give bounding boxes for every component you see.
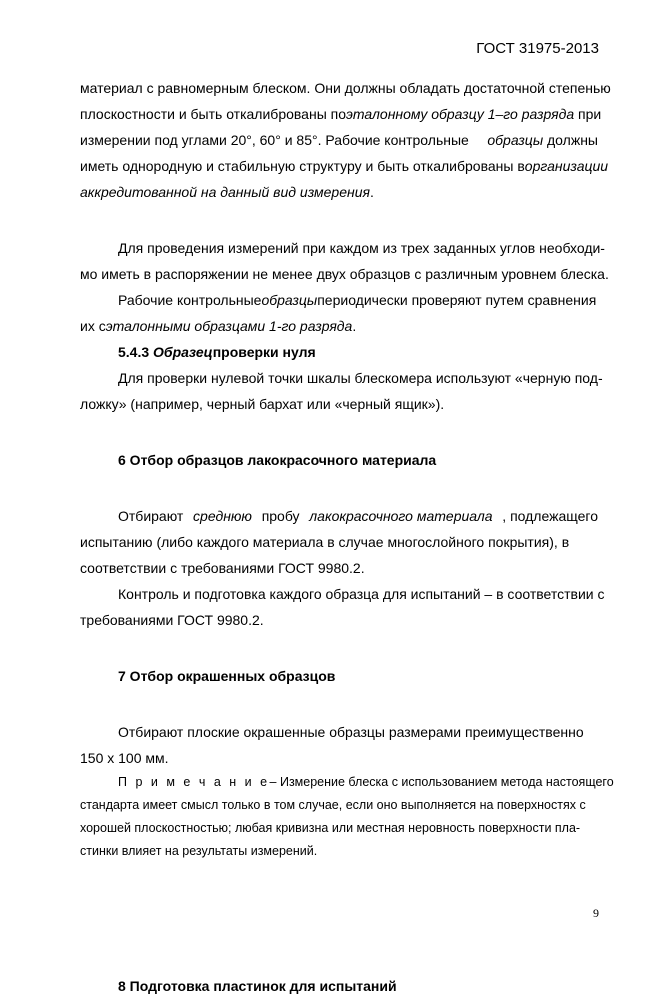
paragraph-line: Для проведения измерений при каждом из трех заданных углов необходи-	[118, 240, 605, 256]
note-label: П р и м е ч а н и е	[118, 775, 270, 789]
document-id: ГОСТ 31975-2013	[476, 40, 599, 57]
paragraph-line: соответствии с требованиями ГОСТ 9980.2.	[80, 560, 365, 576]
paragraph-line: 150 х 100 мм.	[80, 750, 169, 766]
paragraph-line: материал с равномерным блеском. Они должны обладать достаточной степенью	[80, 80, 611, 96]
note-line: стандарта имеет смысл только в том случае, если оно выполняется на поверхностях с	[80, 798, 586, 812]
paragraph-line: требованиями ГОСТ 9980.2.	[80, 612, 264, 628]
section-heading: 6 Отбор образцов лакокрасочного материала	[118, 452, 437, 468]
paragraph-line: Отбирают плоские окрашенные образцы размерами преимущественно	[118, 724, 584, 740]
paragraph-line: ложку» (например, черный бархат или «черный ящик»).	[80, 396, 445, 412]
paragraph-line: испытанию (либо каждого материала в случае многослойного покрытия), в	[80, 534, 570, 550]
note-line: П р и м е ч а н и е – Измерение блеска с использованием метода настоящего	[80, 771, 598, 794]
section-heading: 7 Отбор окрашенных образцов	[118, 668, 336, 684]
paragraph-line: Контроль и подготовка каждого образца для испытаний – в соответствии с	[118, 586, 605, 602]
section-heading: 8 Подготовка пластинок для испытаний	[118, 978, 397, 994]
note-line: стинки влияет на результаты измерений.	[80, 844, 318, 858]
paragraph-line: аккредитованной на данный вид измерения .	[80, 184, 374, 200]
paragraph-line: Отбирают среднюю пробу лакокрасочного материала , подлежащего	[118, 508, 598, 524]
note-block	[80, 771, 614, 863]
paragraph-line: иметь однородную и стабильную структуру и быть откалиброваны в организации	[80, 158, 609, 174]
paragraph-line: мо иметь в распоряжении не менее двух образцов с различным уровнем блеска.	[80, 266, 609, 282]
paragraph-line: плоскостности и быть откалиброваны по эталонному образцу 1–го разряда при	[80, 106, 602, 122]
paragraph-line: измерении под углами 20°, 60° и 85°. Рабочие контрольные образцы должны	[80, 132, 598, 148]
document-body	[80, 75, 614, 999]
paragraph-line: Рабочие контрольные образцы периодически проверяют путем сравнения	[118, 292, 597, 308]
note-line: хорошей плоскостностью; любая кривизна или местная неровность поверхности пла-	[80, 821, 581, 835]
subsection-heading: 5.4.3 Образец проверки нуля	[118, 344, 316, 360]
page-number: 9	[593, 906, 599, 920]
paragraph-line: их с эталонными образцами 1-го разряда .	[80, 318, 357, 334]
paragraph-line: Для проверки нулевой точки шкалы блескомера используют «черную под-	[118, 370, 603, 386]
